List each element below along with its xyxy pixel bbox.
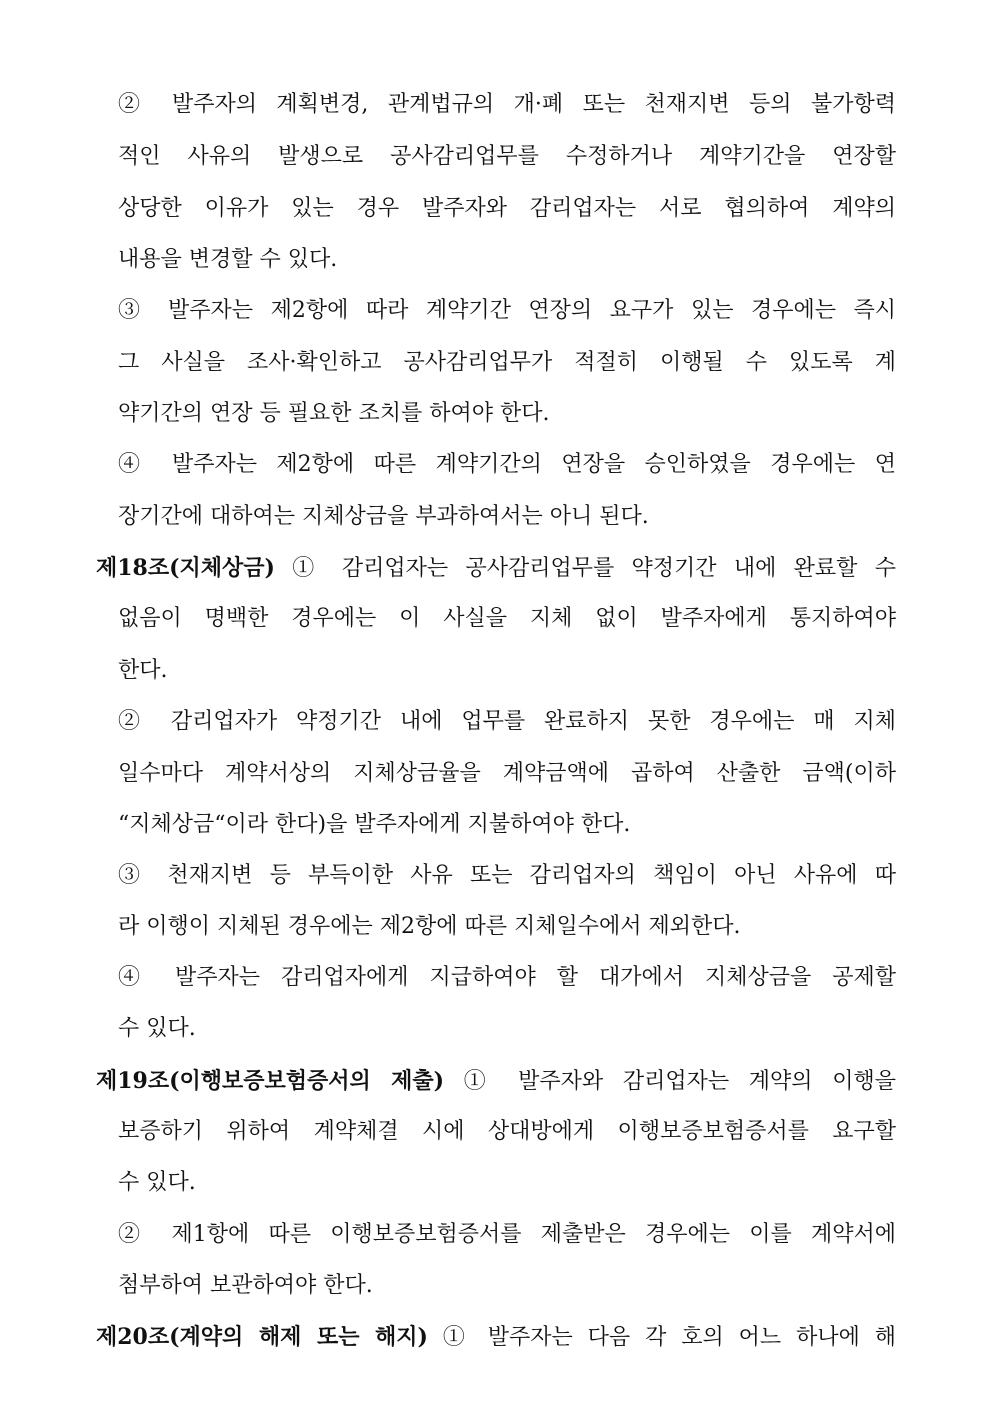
paragraph-line: 한다. bbox=[118, 658, 168, 683]
paragraph-line: 장기간에 대하여는 지체상금을 부과하여서는 아니 된다. bbox=[118, 504, 649, 529]
paragraph-line: ③ 천재지변 등 부득이한 사유 또는 감리업자의 책임이 아닌 사유에 따 bbox=[118, 863, 896, 888]
paragraph-line: ② 제1항에 따른 이행보증보험증서를 제출받은 경우에는 이를 계약서에 bbox=[118, 1222, 896, 1247]
article-heading-line bbox=[0, 1061, 896, 1101]
paragraph-line: ② 감리업자가 약정기간 내에 업무를 완료하지 못한 경우에는 매 지체 bbox=[118, 709, 896, 734]
article-title: 제19조(이행보증보험증서의 제출) bbox=[96, 1068, 445, 1094]
paragraph-line: 없음이 명백한 경우에는 이 사실을 지체 없이 발주자에게 통지하여야 bbox=[118, 606, 896, 631]
paragraph-line: 보증하기 위하여 계약체결 시에 상대방에게 이행보증보험증서를 요구할 bbox=[118, 1119, 896, 1144]
paragraph-line: 적인 사유의 발생으로 공사감리업무를 수정하거나 계약기간을 연장할 bbox=[118, 144, 896, 169]
article-text: ① 발주자는 다음 각 호의 어느 하나에 해 bbox=[427, 1325, 897, 1350]
paragraph-line: 내용을 변경할 수 있다. bbox=[118, 247, 338, 272]
paragraph-line: “지체상금“이라 한다)을 발주자에게 지불하여야 한다. bbox=[118, 812, 631, 837]
paragraph-line: ④ 발주자는 감리업자에게 지급하여야 할 대가에서 지체상금을 공제할 bbox=[118, 965, 896, 990]
paragraph-line: 일수마다 계약서상의 지체상금율을 계약금액에 곱하여 산출한 금액(이하 bbox=[118, 761, 896, 786]
paragraph-line: 그 사실을 조사·확인하고 공사감리업무가 적절히 이행될 수 있도록 계 bbox=[118, 350, 896, 375]
paragraph-line: 상당한 이유가 있는 경우 발주자와 감리업자는 서로 협의하여 계약의 bbox=[118, 196, 896, 221]
paragraph-line: ② 발주자의 계획변경, 관계법규의 개·폐 또는 천재지변 등의 불가항력 bbox=[118, 92, 896, 117]
paragraph-line: 약기간의 연장 등 필요한 조치를 하여야 한다. bbox=[118, 401, 550, 426]
article-heading-line bbox=[0, 1317, 896, 1357]
paragraph-line: 수 있다. bbox=[118, 1016, 196, 1041]
paragraph-line: 라 이행이 지체된 경우에는 제2항에 따른 지체일수에서 제외한다. bbox=[118, 914, 741, 939]
article-title: 제20조(계약의 해제 또는 해지) bbox=[96, 1324, 428, 1350]
article-title: 제18조(지체상금) bbox=[96, 555, 275, 581]
paragraph-line: 첨부하여 보관하여야 한다. bbox=[118, 1273, 373, 1298]
paragraph-line: 수 있다. bbox=[118, 1170, 196, 1195]
paragraph-line: ④ 발주자는 제2항에 따른 계약기간의 연장을 승인하였을 경우에는 연 bbox=[118, 452, 896, 477]
paragraph-line: ③ 발주자는 제2항에 따라 계약기간 연장의 요구가 있는 경우에는 즉시 bbox=[118, 298, 896, 323]
article-text: ① 감리업자는 공사감리업무를 약정기간 내에 완료할 수 bbox=[274, 556, 896, 581]
article-heading-line bbox=[0, 548, 896, 588]
article-text: ① 발주자와 감리업자는 계약의 이행을 bbox=[444, 1069, 897, 1094]
